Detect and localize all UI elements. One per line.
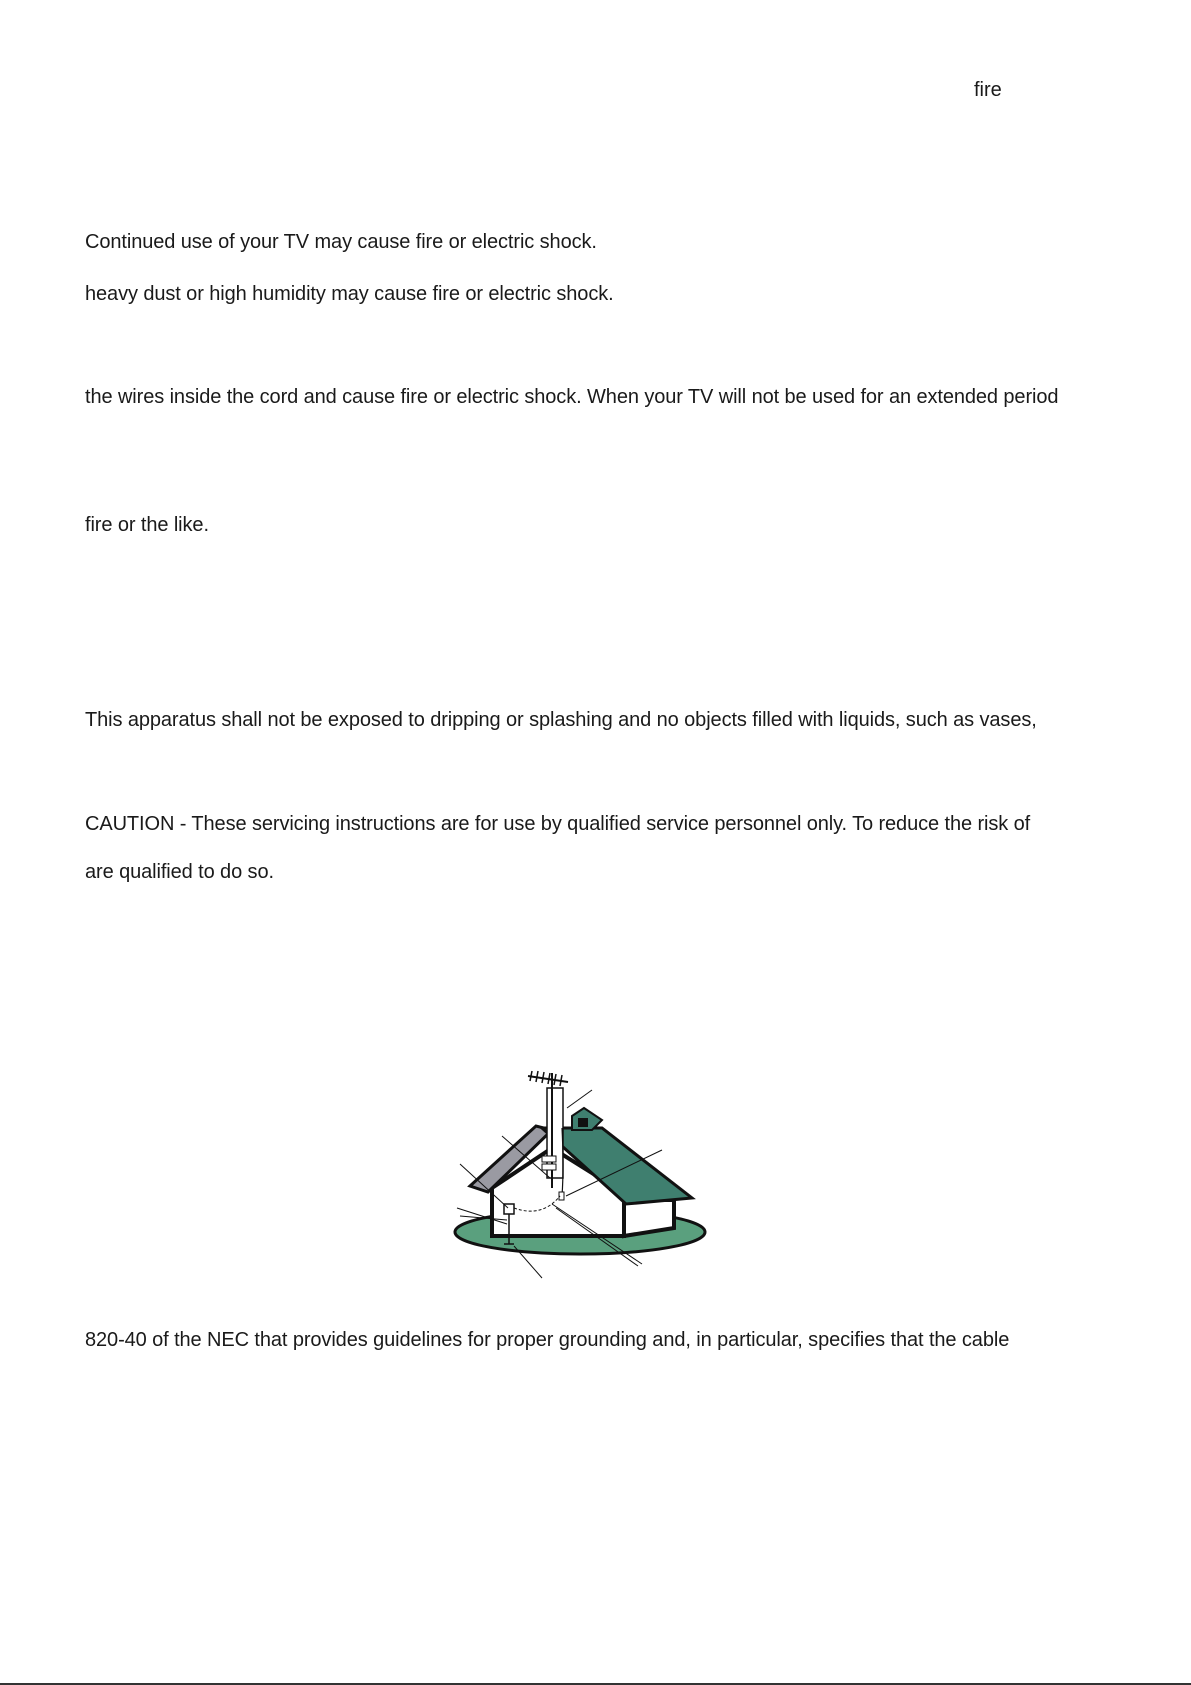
text-line: are qualified to do so. [85,861,274,883]
text-line: the wires inside the cord and cause fire or electric shock. When your TV will not be used for an extended period [85,386,1059,408]
text-line: This apparatus shall not be exposed to dripping or splashing and no objects filled with liquids, such as vases, [85,709,1037,731]
text-line: heavy dust or high humidity may cause fire or electric shock. [85,283,614,305]
text-line: fire or the like. [85,514,209,536]
corner-word: fire [974,79,1002,101]
text-line: 820-40 of the NEC that provides guidelines for proper grounding and, in particular, specifies that the cable [85,1329,1010,1351]
text-line: Continued use of your TV may cause fire or electric shock. [85,231,597,253]
text-line: CAUTION - These servicing instructions are for use by qualified service personnel only. To reduce the risk of [85,813,1031,835]
antenna-grounding-house-icon [452,1068,714,1282]
